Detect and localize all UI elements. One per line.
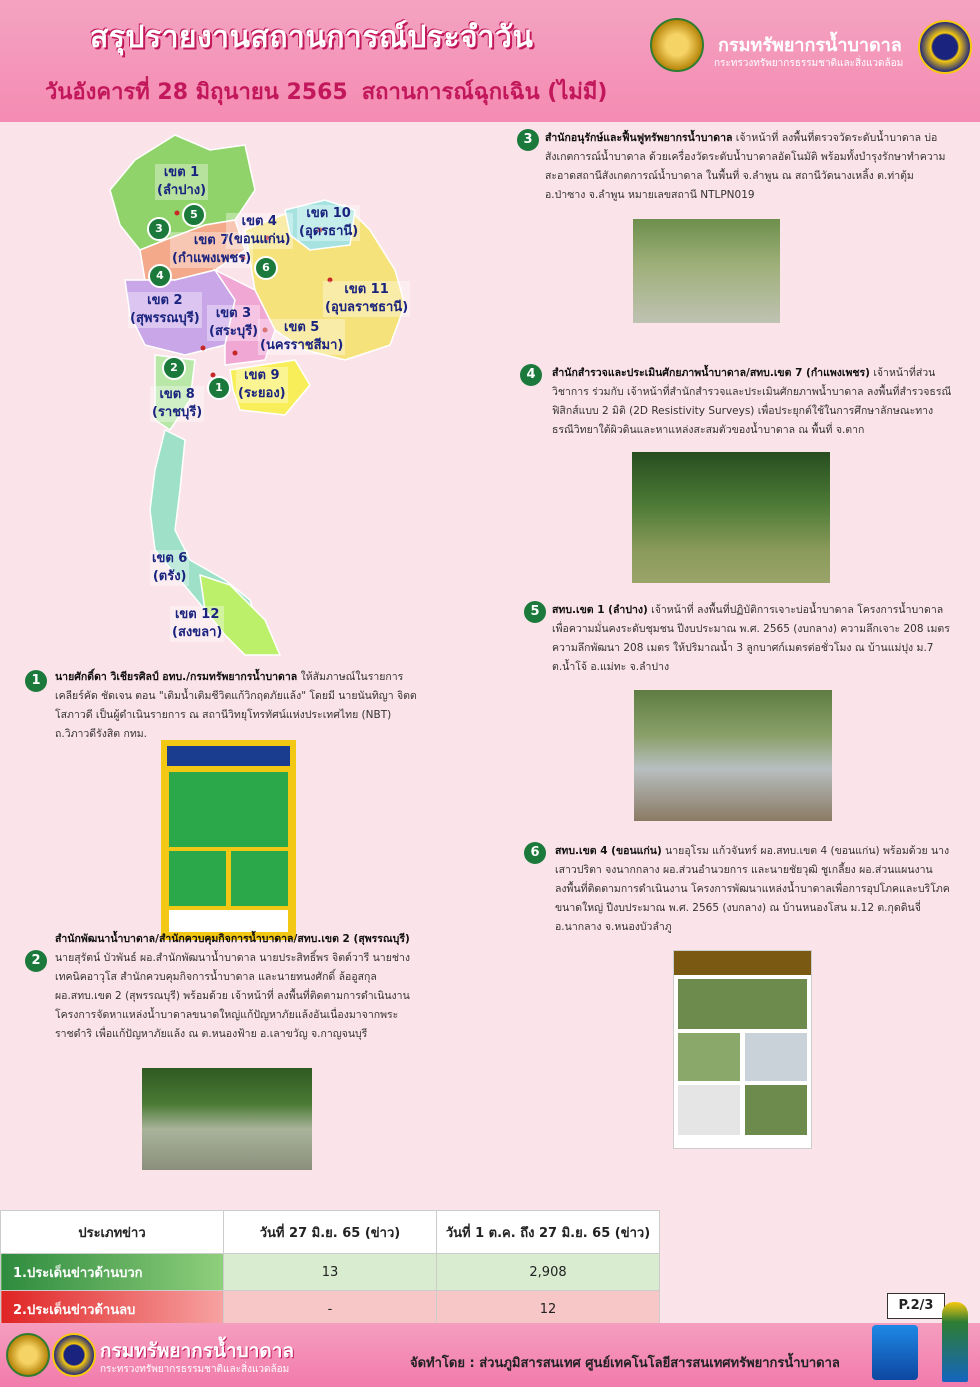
- news-item-4: [552, 364, 957, 440]
- zone-label: เขต 10 (อุดรธานี): [299, 206, 359, 239]
- map-marker: 2: [162, 356, 186, 380]
- page-subtitle: [45, 74, 607, 109]
- zone-label: เขต 4 (ขอนแก่น): [228, 214, 291, 247]
- emergency-status: สถานการณ์ฉุกเฉิน (ไม่มี): [361, 80, 608, 105]
- zone-label: เขต 8 (ราชบุรี): [152, 387, 203, 420]
- header-org-sub: กระทรวงทรัพยากรธรรมชาติและสิ่งแวดล้อม: [714, 58, 904, 69]
- map-marker: 1: [207, 376, 231, 400]
- table-row: [1, 1291, 660, 1328]
- office-dot: [233, 351, 238, 356]
- zone-label: เขต 1 (ลำปาง): [157, 165, 207, 198]
- zone-label: เขต 7 (กำแพงเพชร): [172, 233, 252, 266]
- office-dot: [175, 211, 180, 216]
- news-text: เจ้าหน้าที่ ลงพื้นที่ปฏิบัติการเจาะบ่อน้ำบาดาล โครงการน้ำบาดาลเพื่อความมั่นคงระดับชุมชน ปีงบประมาณ พ.ศ. 2565 (งบกลาง) ความลึกเจาะ 208 เมตร ความลึกพัฒนา 208 เมตร ให้ปริมาณน้ำ 3 ลูกบาศก์เมตรต่อชั่วโมง ณ บ้านแม่ปุง ม.7 ต.น้ำโจ้ อ.แม่ทะ จ.ลำปาง: [552, 604, 950, 673]
- project-poster: [673, 950, 812, 1149]
- news-text: ให้สัมภาษณ์ในรายการเคลียร์คัด ชัดเจน ตอน "เติมน้ำเติมชีวิตแก้วิกฤตภัยแล้ง" โดยมี นายนันทิญา จิตตโสภาวดี เป็นผู้ดำเนินรายการ ณ สถานีวิทยุโทรทัศน์แห่งประเทศไทย (NBT) ถ.วิภาวดีรังสิต กทม.: [55, 671, 417, 740]
- news-item-3: [545, 129, 957, 205]
- news-text: นายอุโรม แก้วจันทร์ ผอ.สทบ.เขต 4 (ขอนแก่น) พร้อมด้วย นางเสาวปริตา จงนากกลาง ผอ.ส่วนอำนวยการ และนายชัยวุฒิ ชูเกลี้ยง ผอ.ส่วนแผนงาน ลงพื้นที่ติดตามการดำเนินงาน โครงการพัฒนาแหล่งน้ำบาดาลเพื่อการอุปโภคและบริโภคขนาดใหญ่ ปีงบประมาณ พ.ศ. 2565 (งบกลาง) ณ บ้านหนองโสน ม.12 ต.กุดดินจี่ อ.นากลาง จ.หนองบัวลำภู: [555, 845, 950, 933]
- table-header: วันที่ 27 มิ.ย. 65 (ข่าว): [224, 1211, 437, 1254]
- table-row: [1, 1254, 660, 1291]
- news-text: นายสุรัตน์ บัวพันธ์ ผอ.สำนักพัฒนาน้ำบาดาล นายประสิทธิ์พร จิตต์วารี นายช่างเทคนิคอาวุโส สำนักควบคุมกิจการน้ำบาดาล และนายทนงศักดิ์ ล้ออูสกุล ผอ.สทบ.เขต 2 (สุพรรณบุรี) พร้อมด้วย เจ้าหน้าที่ ลงพื้นที่ติดตามการดำเนินงานโครงการจัดหาแหล่งน้ำบาดาลขนาดใหญ่แก้ปัญหาภัยแล้งอันเนื่องมาจากพระราชดำริ เพื่อแก้ปัญหาภัยแล้ง ณ ต.หนองฟ้าย อ.เลาขวัญ จ.กาญจนบุรี: [55, 952, 410, 1040]
- table-header: วันที่ 1 ต.ค. ถึง 27 มิ.ย. 65 (ข่าว): [437, 1211, 660, 1254]
- ministry-emblem-icon: [6, 1333, 50, 1377]
- header-org-name: กรมทรัพยากรน้ำบาดาล: [718, 35, 902, 56]
- footer-credit: จัดทำโดย : ส่วนภูมิสารสนเทศ ศูนย์เทคโนโลยีสารสนเทศทรัพยากรน้ำบาดาล: [410, 1356, 840, 1371]
- news-number-badge: 4: [520, 364, 542, 386]
- zone-label: เขต 12 (สงขลา): [172, 607, 223, 640]
- ministry-emblem-icon: [650, 18, 704, 72]
- well-drilling-photo: [634, 690, 832, 821]
- zone-label: เขต 9 (ระยอง): [238, 368, 286, 401]
- news-number-badge: 1: [25, 670, 47, 692]
- news-text: เจ้าหน้าที่ส่วนวิชาการ ร่วมกับ เจ้าหน้าที่สำนักสำรวจและประเมินศักยภาพน้ำบาดาล ลงพื้นที่สำรวจธรณีฟิสิกส์แบบ 2 มิติ (2D Resistivity Surveys) เพื่อประยุกต์ใช้ในการศึกษาลักษณะทางธรณีวิทยาใต้ผิวดินและหาแหล่งสะสมตัวของน้ำบาดาล ณ พื้นที่ จ.ตาก: [552, 367, 952, 436]
- zone-label: เขต 11 (อุบลราชธานี): [325, 282, 409, 315]
- map-marker: 5: [182, 203, 206, 227]
- news-title: สำนักสำรวจและประเมินศักยภาพน้ำบาดาล/สทบ.เขต 7 (กำแพงเพชร): [552, 367, 870, 379]
- table-header: ประเภทข่าว: [1, 1211, 224, 1254]
- zone-label: เขต 6 (ตรัง): [152, 551, 188, 584]
- news-title: สทบ.เขต 4 (ขอนแก่น): [555, 845, 662, 857]
- monitoring-station-photo: [633, 219, 780, 323]
- row-total-count: 2,908: [437, 1254, 660, 1291]
- footer-org-name: กรมทรัพยากรน้ำบาดาล: [100, 1340, 295, 1362]
- news-title: สำนักอนุรักษ์และฟื้นฟูทรัพยากรน้ำบาดาล: [545, 132, 733, 144]
- map-marker: 3: [147, 217, 171, 241]
- row-total-count: 12: [437, 1291, 660, 1328]
- news-number-badge: 2: [25, 950, 47, 972]
- table-header-row: [1, 1211, 660, 1254]
- news-stats-table: [0, 1210, 660, 1328]
- zone-label: เขต 5 (นครราชสีมา): [260, 320, 344, 353]
- footer-org-sub: กระทรวงทรัพยากรธรรมชาติและสิ่งแวดล้อม: [100, 1364, 290, 1375]
- news-item-5: [552, 601, 957, 677]
- news-text: เจ้าหน้าที่ ลงพื้นที่ตรวจวัดระดับน้ำบาดาล บ่อสังเกตการณ์น้ำบาดาล ด้วยเครื่องวัดระดับน้ำบาดาลอัตโนมัติ พร้อมทั้งบำรุงรักษาทำความสะอาดสถานีสังเกตการณ์น้ำบาดาล ในพื้นที่ จ.ลำพูน ณ สถานีวัดนางเหลิ้ง ต.ท่าตุ้ม อ.ป่าซาง จ.ลำพูน หมายเลขสถานี NTLPN019: [545, 132, 946, 201]
- office-dot: [201, 346, 206, 351]
- row-day-count: -: [224, 1291, 437, 1328]
- news-item-2: [55, 930, 427, 1044]
- site-visit-photo: [142, 1068, 312, 1170]
- row-label: 1.ประเด็นข่าวด้านบวก: [1, 1254, 224, 1291]
- news-title: สำนักพัฒนาน้ำบาดาล/สำนักควบคุมกิจการน้ำบาดาล/สทบ.เขต 2 (สุพรรณบุรี): [55, 933, 410, 945]
- news-number-badge: 5: [524, 601, 546, 623]
- news-item-1: [55, 668, 427, 744]
- news-number-badge: 3: [517, 129, 539, 151]
- page-title: สรุปรายงานสถานการณ์ประจำวัน: [90, 20, 534, 55]
- zone-label: เขต 2 (สุพรรณบุรี): [130, 293, 200, 326]
- drilling-rig-icon: [872, 1325, 918, 1380]
- department-seal-icon: [52, 1333, 96, 1377]
- water-tower-icon: [942, 1302, 968, 1382]
- row-day-count: 13: [224, 1254, 437, 1291]
- resistivity-survey-photo: [632, 452, 830, 583]
- zone-label: เขต 3 (สระบุรี): [209, 306, 259, 339]
- news-item-6: [555, 842, 957, 937]
- report-date: วันอังคารที่ 28 มิถุนายน 2565: [45, 80, 348, 105]
- news-number-badge: 6: [524, 842, 546, 864]
- map-marker: 4: [148, 264, 172, 288]
- page-number: P.2/3: [887, 1293, 945, 1319]
- row-label: 2.ประเด็นข่าวด้านลบ: [1, 1291, 224, 1328]
- tv-interview-poster: [161, 740, 296, 940]
- news-title: นายศักดิ์ดา วิเชียรศิลป์ อทบ./กรมทรัพยากรน้ำบาดาล: [55, 671, 298, 683]
- map-marker: 6: [254, 256, 278, 280]
- news-title: สทบ.เขต 1 (ลำปาง): [552, 604, 648, 616]
- department-seal-icon: [918, 20, 972, 74]
